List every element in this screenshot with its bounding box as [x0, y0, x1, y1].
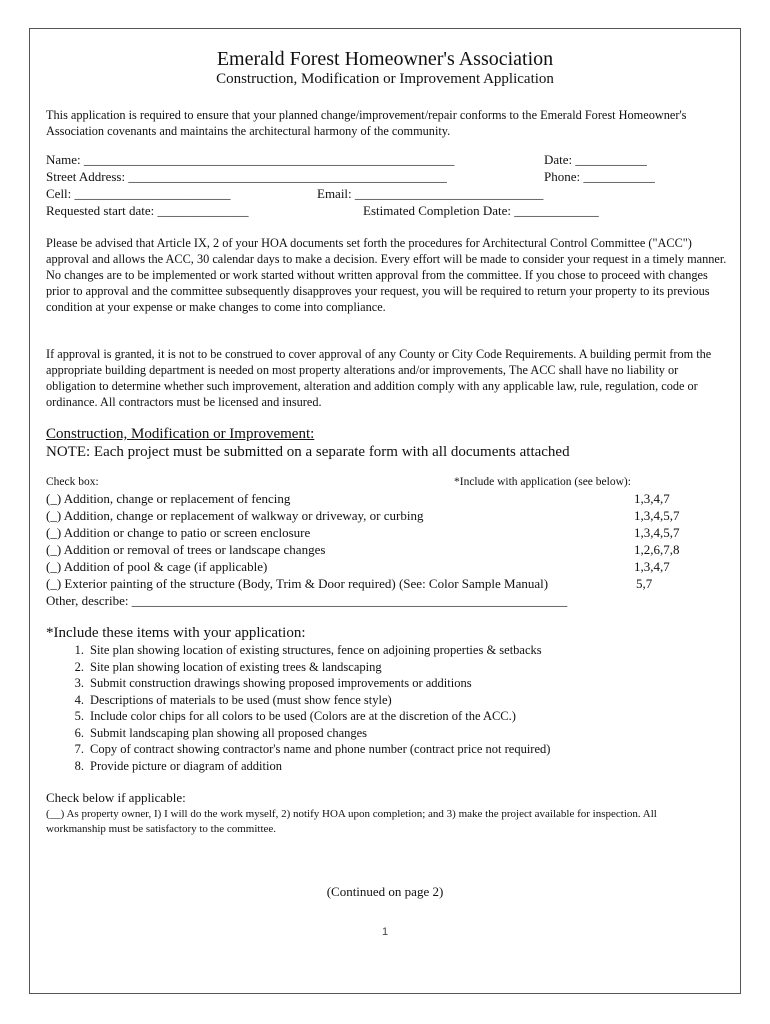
construction-note: NOTE: Each project must be submitted on a separate form with all documents attached: [46, 444, 570, 460]
owner-work-statement[interactable]: (__) As property owner, I) I will do the work myself, 2) notify HOA upon completion; and 3) make the project available for inspection. All workmanship must be satisfactory to the committee.: [46, 808, 657, 835]
checkbox-item-codes: 1,3,4,5,7: [634, 525, 680, 540]
checkbox-item-label: (_) Addition, change or replacement of walkway or driveway, or curbing: [46, 508, 424, 523]
checkbox-item-codes: 1,3,4,7: [634, 491, 670, 506]
checkbox-item-label: (_) Addition or removal of trees or landscape changes: [46, 542, 326, 557]
intro-paragraph: This application is required to ensure that your planned change/improvement/repair conforms to the Emerald Forest Homeowner's Association covenants and maintains the architectural harmony of the community.: [46, 108, 687, 138]
document-page: [29, 28, 741, 994]
checkbox-item-codes: 1,3,4,5,7: [634, 508, 680, 523]
other-describe-field[interactable]: Other, describe: ___________________________________________________________________: [46, 593, 568, 608]
list-item: 8. Provide picture or diagram of addition: [74, 758, 282, 773]
continued-note: (Continued on page 2): [326, 884, 444, 899]
list-item: 5. Include color chips for all colors to be used (Colors are at the discretion of the ACC.): [74, 709, 516, 723]
applicable-heading: Check below if applicable:: [46, 790, 186, 805]
include-label: *Include with application (see below):: [454, 476, 631, 488]
checkbox-item-walkway[interactable]: [46, 508, 726, 525]
list-item: 4. Descriptions of materials to be used (must show fence style): [74, 692, 392, 707]
page-subtitle: Construction, Modification or Improvement Application: [216, 71, 554, 87]
checkbox-item-codes: 1,2,6,7,8: [634, 542, 680, 557]
checkbox-item-painting[interactable]: [46, 576, 726, 593]
construction-heading: Construction, Modification or Improvement:: [46, 426, 315, 442]
list-item: 2. Site plan showing location of existing trees & landscaping: [74, 659, 382, 674]
name-field[interactable]: Name: _________________________________________________________: [46, 152, 455, 167]
code-requirements-paragraph: If approval is granted, it is not to be construed to cover approval of any County or City Code Requirements. A building permit from the appropriate building department is needed on most property alterations and/or improvements, The ACC shall have no liability or obligation to determine whether such improvement, alteration and addition comply with any applicable law, rule, regulation, code or ordinance. All contractors must be licensed and insured.: [46, 347, 712, 409]
list-item: 3. Submit construction drawings showing proposed improvements or additions: [74, 676, 472, 690]
cell-field[interactable]: Cell: ________________________: [46, 186, 231, 201]
checkbox-item-codes: 1,3,4,7: [634, 559, 670, 574]
acc-approval-paragraph: Please be advised that Article IX, 2 of your HOA documents set forth the procedures for Architectural Control Committee ("ACC") approval and allows the ACC, 30 calendar days to make a decision. Every effort will be made to consider your request in a timely manner. No changes are to be implemented or work started without written approval from the committee. If you chose to proceed with changes prior to approval and the committee subsequently disapproves your request, you will be required to return your property to its previous condition at your expense or make changes to come into compliance.: [46, 236, 727, 314]
checkbox-item-label: (_) Addition, change or replacement of fencing: [46, 491, 291, 506]
date-field[interactable]: Date: ___________: [544, 152, 647, 167]
checkbox-item-label: (_) Exterior painting of the structure (Body, Trim & Door required) (See: Color Sample Manual): [46, 576, 549, 591]
list-item: 6. Submit landscaping plan showing all proposed changes: [74, 725, 368, 740]
check-box-label: Check box:: [46, 476, 99, 488]
include-items-heading: *Include these items with your application:: [46, 625, 306, 641]
checkbox-item-label: (_) Addition of pool & cage (if applicable): [46, 559, 268, 574]
phone-field[interactable]: Phone: ___________: [544, 169, 655, 184]
list-item: 1. Site plan showing location of existing structures, fence on adjoining properties & setbacks: [74, 643, 542, 657]
checkbox-item-fencing[interactable]: [46, 491, 726, 508]
list-item: 7. Copy of contract showing contractor's name and phone number (contract price not required): [74, 742, 551, 756]
email-field[interactable]: Email: _____________________________: [317, 186, 544, 201]
checkbox-item-codes: 5,7: [636, 576, 653, 591]
checkbox-item-patio[interactable]: [46, 525, 726, 542]
checkbox-item-label: (_) Addition or change to patio or screen enclosure: [46, 525, 311, 540]
completion-date-field[interactable]: Estimated Completion Date: _____________: [363, 203, 599, 218]
checkbox-item-trees[interactable]: [46, 542, 726, 559]
page-title: Emerald Forest Homeowner's Association: [216, 48, 554, 70]
street-address-field[interactable]: Street Address: _________________________________________________: [46, 169, 447, 184]
include-items-list: [46, 642, 696, 774]
start-date-field[interactable]: Requested start date: ______________: [46, 203, 249, 218]
checkbox-item-pool[interactable]: [46, 559, 726, 576]
page-number: 1: [381, 926, 389, 938]
